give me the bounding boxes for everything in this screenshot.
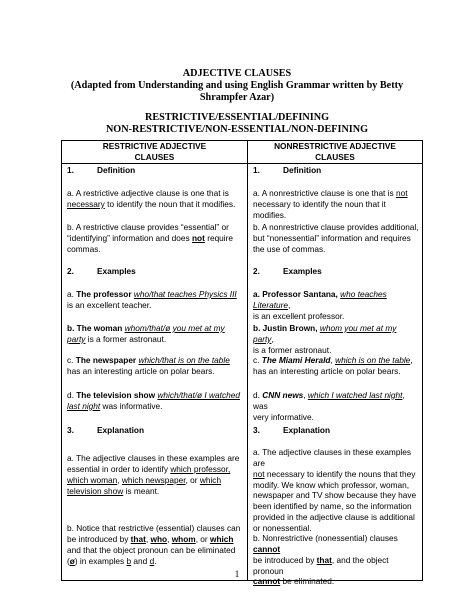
- text-line: ,: [288, 299, 291, 310]
- restrictive-example-d: [67, 390, 244, 412]
- nonrestrictive-header-line1: NONRESTRICTIVE ADJECTIVE: [274, 141, 396, 151]
- section-label: Explanation: [97, 424, 145, 435]
- text-line: a. A nonrestrictive clause is one that is: [253, 187, 396, 198]
- text-emphasis: cannot: [253, 576, 281, 587]
- restrictive-explanation-heading: [67, 425, 244, 436]
- text-line: a. The adjective clauses in these examples are: [253, 446, 412, 468]
- text-emphasis: which: [209, 533, 234, 544]
- page-number: 1: [234, 569, 240, 579]
- text-line: is an excellent teacher.: [67, 299, 152, 310]
- restrictive-definition-b: [67, 222, 244, 255]
- example-clause: which/that is on the table: [138, 354, 230, 365]
- nonrestrictive-definition-a: [253, 188, 419, 221]
- example-clause: whom you met at my party: [253, 322, 397, 344]
- nonrestrictive-explanation-a: [253, 447, 419, 534]
- nonrestrictive-definition-heading: [253, 165, 419, 176]
- text-underlined: which professor,: [170, 463, 231, 474]
- text-line: modify. We know which professor, woman,: [253, 479, 410, 490]
- text-line: a. A restrictive adjective clause is one that is: [67, 187, 229, 198]
- nonrestrictive-examples-heading: [253, 266, 419, 277]
- text-line: commas.: [67, 243, 101, 254]
- text-line: provided in the adjective clause is additional: [253, 512, 415, 523]
- text-line: c.: [67, 354, 76, 365]
- text-line: is an excellent professor.: [253, 310, 345, 321]
- text-line: require: [204, 232, 234, 243]
- section-label: Examples: [283, 265, 322, 276]
- section-number: 2.: [253, 265, 260, 276]
- restrictive-header-line2: CLAUSES: [134, 151, 175, 162]
- text-underlined: which woman: [67, 474, 118, 485]
- section-label: Definition: [283, 164, 322, 175]
- text-line: be introduced by: [253, 554, 317, 565]
- section-number: 3.: [253, 424, 260, 435]
- text-emphasis: ø: [69, 555, 75, 566]
- text-emphasis: that: [130, 533, 146, 544]
- nonrestrictive-example-c: [253, 355, 419, 377]
- text-line: be eliminated.: [280, 576, 335, 587]
- nonrestrictive-explanation-heading: [253, 425, 419, 436]
- text-line: , was: [253, 389, 405, 411]
- nonrestrictive-header-line2: CLAUSES: [315, 151, 355, 162]
- text-underlined: which: [199, 474, 222, 485]
- text-underlined: b: [126, 555, 132, 566]
- section-label: Definition: [97, 164, 136, 175]
- text-line: has an interesting article on polar bears.: [67, 365, 215, 376]
- section-number: 1.: [253, 164, 260, 175]
- document-subtitle-line2: Shrampfer Azar): [199, 92, 275, 103]
- text-line: (: [67, 555, 70, 566]
- example-clause: who teaches Literature: [253, 288, 387, 310]
- text-line: ,: [330, 354, 336, 365]
- text-line: be introduced by: [67, 533, 131, 544]
- text-line: ) in examples: [74, 555, 127, 566]
- restrictive-header-line1: RESTRICTIVE ADJECTIVE: [102, 141, 207, 151]
- text-line: has an interesting article on polar bears.: [253, 365, 401, 376]
- text-line: “identifying” information and does: [67, 232, 192, 243]
- text-underlined: not: [395, 187, 408, 198]
- restrictive-example-b: [67, 323, 244, 345]
- restrictive-explanation-a: [67, 453, 244, 497]
- text-line: or nonessential.: [253, 523, 312, 534]
- restrictive-column: [62, 163, 248, 580]
- text-underlined: television show: [67, 485, 124, 496]
- restrictive-explanation-b: b. Notice that restrictive (essential) clauses can be introduced by that, who, whom, or which and that the object pronoun can be eliminated (ø) in examples b and d.: [67, 523, 244, 567]
- text-line: ,: [303, 389, 308, 400]
- restrictive-definition-a: [67, 188, 244, 210]
- text-underlined: which newspaper: [121, 474, 186, 485]
- text-line: .: [154, 555, 157, 566]
- restrictive-column-header: [62, 141, 248, 164]
- text-emphasis: who: [150, 533, 168, 544]
- text-line: newspaper and TV show because they have: [253, 490, 417, 501]
- example-noun: The newspaper: [75, 354, 137, 365]
- text-emphasis: not: [191, 232, 205, 243]
- section-label: Examples: [97, 265, 136, 276]
- text-line: was informative.: [100, 400, 163, 411]
- text-emphasis: that: [316, 554, 332, 565]
- text-line: necessary to identify the noun that it modifies.: [253, 198, 386, 220]
- nonrestrictive-explanation-b: [253, 533, 419, 588]
- text-line: is a former astronaut.: [85, 333, 167, 344]
- text-underlined: necessary: [67, 198, 105, 209]
- nonrestrictive-definition-b: [253, 222, 419, 255]
- section-number: 1.: [67, 164, 74, 175]
- text-line: b. A restrictive clause provides “essential” or: [67, 221, 229, 232]
- example-clause: who/that teaches Physics III: [133, 288, 237, 299]
- text-line: and that the object pronoun can be eliminated: [67, 544, 236, 555]
- text-line: essential in order to identify: [67, 463, 171, 474]
- example-clause: last night: [67, 400, 101, 411]
- text-underlined: not: [253, 468, 265, 479]
- text-underlined: d: [149, 555, 155, 566]
- text-line: the use of commas.: [253, 243, 326, 254]
- nonrestrictive-example-d: [253, 390, 419, 423]
- text-line: but “nonessential” information and requires: [253, 232, 411, 243]
- text-line: very informative.: [253, 411, 314, 422]
- nonrestrictive-example-b: [253, 323, 419, 356]
- document-subtitle-line1: (Adapted from Understanding and using English Grammar written by Betty: [70, 80, 404, 91]
- section-label: Explanation: [283, 424, 331, 435]
- example-noun: CNN news: [262, 389, 304, 400]
- restrictive-example-a: [67, 289, 244, 311]
- example-noun: a. Professor Santana,: [253, 288, 338, 299]
- text-line: a.: [67, 288, 77, 299]
- text-line: b. Nonrestrictive (nonessential) clauses: [253, 532, 398, 543]
- example-clause: which is on the table: [335, 354, 411, 365]
- example-clause: party: [67, 333, 86, 344]
- restrictive-definition-heading: [67, 165, 244, 176]
- text-line: a. The adjective clauses in these examples are: [67, 452, 240, 463]
- nonrestrictive-column-header: [248, 141, 423, 164]
- text-line: ,: [410, 354, 413, 365]
- text-emphasis: cannot: [253, 543, 281, 554]
- text-line: to identify the noun that it modifies.: [104, 198, 236, 209]
- text-line: , or: [185, 474, 200, 485]
- example-clause: which/that/ø I watched: [157, 389, 240, 400]
- text-line: been identified by name, so the information: [253, 501, 412, 512]
- text-line: b. A nonrestrictive clause provides additional,: [253, 221, 419, 232]
- example-clause: whom/that/ø you met at my: [124, 322, 225, 333]
- text-line: necessary to identify the nouns that they: [264, 468, 416, 479]
- comparison-table: [61, 140, 423, 587]
- nonrestrictive-column: [248, 163, 423, 587]
- example-clause: which I watched last night: [307, 389, 403, 400]
- example-noun: b. The woman: [67, 322, 123, 333]
- nonrestrictive-example-a: [253, 289, 419, 322]
- text-line: b. Notice that restrictive (essential) clauses can: [67, 522, 241, 533]
- text-line: d.: [253, 389, 263, 400]
- restrictive-examples-heading: [67, 266, 244, 277]
- example-noun: The Miami Herald: [261, 354, 331, 365]
- example-noun: b. Justin Brown,: [253, 322, 318, 333]
- text-line: ,: [271, 333, 274, 344]
- text-line: is meant.: [123, 485, 160, 496]
- section-heading-line1: RESTRICTIVE/ESSENTIAL/DEFINING: [145, 112, 329, 123]
- text-line: , and the object pronoun: [253, 554, 389, 576]
- document-title: ADJECTIVE CLAUSES: [182, 68, 292, 79]
- text-emphasis: whom: [171, 533, 196, 544]
- restrictive-example-c: [67, 355, 244, 377]
- text-line: ,: [117, 474, 122, 485]
- text-line: d.: [67, 389, 77, 400]
- section-number: 2.: [67, 265, 74, 276]
- text-line: c.: [253, 354, 262, 365]
- example-noun: The professor: [76, 288, 132, 299]
- example-noun: The television show: [76, 389, 156, 400]
- section-heading-line2: NON-RESTRICTIVE/NON-ESSENTIAL/NON-DEFINING: [105, 124, 369, 135]
- text-line: is a former astronaut.: [253, 344, 332, 355]
- text-line: and: [131, 555, 150, 566]
- section-number: 3.: [67, 424, 74, 435]
